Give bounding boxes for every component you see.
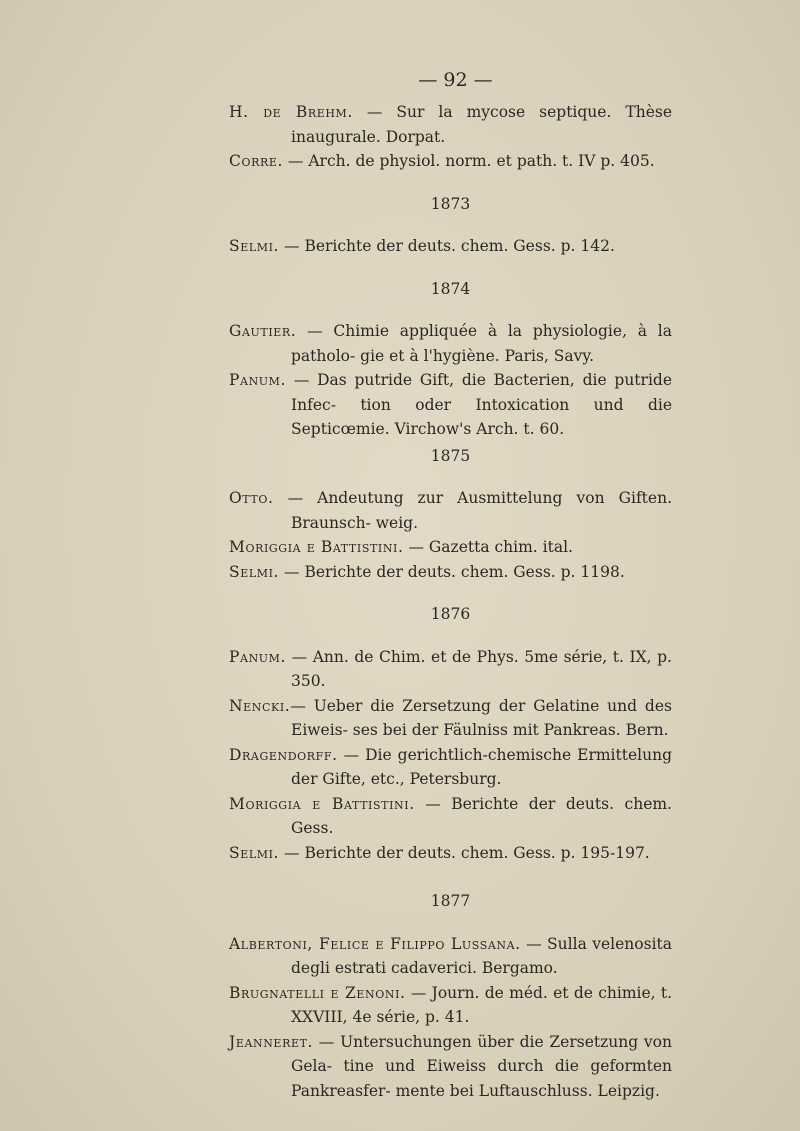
entry-author: Panum. [229, 647, 287, 666]
bibliography-entry [229, 486, 672, 535]
entry-author: Moriggia e Battistini. [229, 794, 415, 813]
year-heading: 1874 [430, 279, 471, 298]
year-heading: 1876 [430, 605, 471, 623]
entry-text: — Gazetta chim. ital. [403, 538, 573, 556]
bibliography-entry [229, 694, 672, 743]
entry-text: — Berichte der deuts. chem. Gess. p. 1198. [279, 562, 625, 581]
entry-text: — Untersuchungen über die Zersetzung von Gela- tine und Eiweiss durch die geformten Pankreasfer- mente bei Luftauschluss. Leipzig. [291, 1032, 672, 1100]
bibliography-entry [229, 841, 672, 866]
bibliography-section [229, 602, 672, 865]
bibliography-content [229, 66, 672, 1103]
entry-text: — Die gerichtlich-chemische Ermittelung der Gifte, etc., Petersburg. [291, 745, 672, 788]
entry-text: — Ann. de Chim. et de Phys. 5me série, t. IX, p. 350. [286, 647, 672, 690]
bibliography-entry [229, 743, 672, 792]
entry-author: H. de Brehm. [229, 103, 353, 121]
entry-author: Albertoni, Felice e Filippo Lussana. [229, 934, 521, 953]
entry-author: Brugnatelli e Zenoni. [229, 983, 406, 1002]
entry-author: Otto. [229, 489, 274, 507]
entry-text: — Journ. de méd. et de chimie, t. XXVIII, 4e série, p. 41. [291, 983, 673, 1026]
entry-text: — Chimie appliquée à la physiologie, à la patholo- gie et à l'hygiène. Paris, Savy. [291, 322, 672, 365]
bibliography-section [229, 192, 672, 259]
entry-text: — Arch. de physiol. norm. et path. t. IV p. 405. [283, 152, 655, 170]
entry-author: Gautier. [229, 322, 297, 340]
bibliography-entry [229, 932, 672, 981]
entry-text: — Berichte der deuts. chem. Gess. [291, 794, 672, 837]
bibliography-section [229, 100, 672, 174]
bibliography-section [229, 277, 672, 442]
page-number: — 92 — [418, 69, 493, 91]
entry-text: — Das putride Gift, die Bacterien, die putride Infec- tion oder Intoxication und die Septicœmie. Virchow's Arch. t. 60. [286, 371, 672, 438]
entry-text: — Ueber die Zersetzung der Gelatine und des Eiweis- ses bei der Fäulniss mit Pankreas. Bern. [290, 696, 672, 739]
entry-text: — Sulla velenosita degli estrati cadaverici. Bergamo. [291, 934, 672, 977]
entry-author: Moriggia e Battistini. [229, 538, 404, 556]
entry-author: Nencki. [229, 696, 291, 715]
bibliography-entry [229, 1030, 672, 1104]
bibliography-section [229, 444, 672, 585]
entry-author: Selmi. [229, 843, 280, 862]
bibliography-entry [229, 368, 672, 442]
year-heading: 1877 [430, 892, 471, 910]
entry-author: Corre. [229, 152, 283, 170]
entry-text: — Andeutung zur Ausmittelung von Giften. Braunsch- weig. [273, 489, 672, 532]
bibliography-entry [229, 234, 672, 259]
entry-text: — Berichte der deuts. chem. Gess. p. 142. [279, 237, 615, 255]
entry-author: Selmi. [229, 237, 280, 255]
year-heading: 1875 [430, 446, 471, 465]
year-heading: 1873 [430, 194, 471, 213]
bibliography-section [229, 889, 672, 1103]
bibliography-entry [229, 149, 672, 174]
bibliography-entry [229, 981, 672, 1030]
bibliography-entry [229, 100, 672, 149]
bibliography-entry [229, 319, 672, 368]
entry-author: Jeanneret. [229, 1032, 314, 1051]
bibliography-entry [229, 792, 672, 841]
bibliography-entry [229, 560, 672, 585]
entry-text: — Berichte der deuts. chem. Gess. p. 195-197. [279, 843, 650, 862]
entry-author: Dragendorff. [229, 745, 338, 764]
entry-text: — Sur la mycose septique. Thèse inaugurale. Dorpat. [291, 103, 672, 146]
entry-author: Selmi. [229, 562, 280, 581]
bibliography-entry [229, 645, 672, 694]
entry-author: Panum. [229, 371, 287, 389]
bibliography-entry [229, 535, 672, 560]
